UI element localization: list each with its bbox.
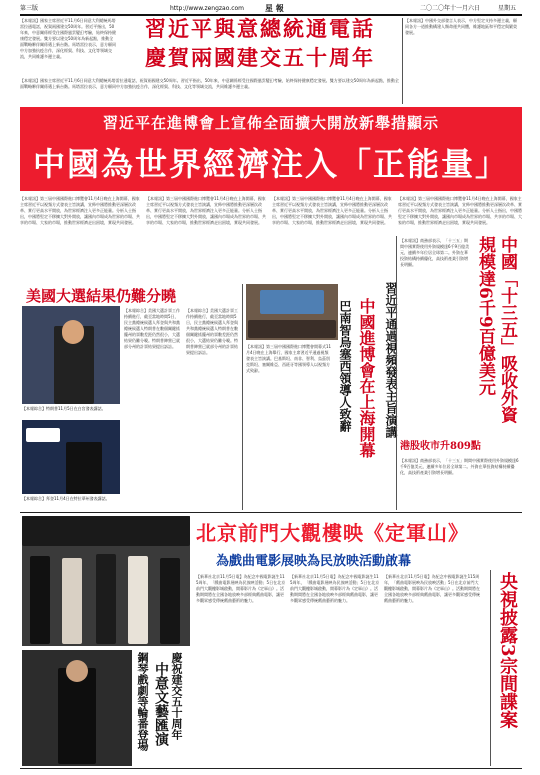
expo-audience — [248, 320, 336, 338]
us-election-headline: 美國大選結果仍難分曉 — [26, 287, 177, 305]
film-person-4 — [128, 556, 148, 644]
top-left-body: 【本報訊】國家主席習近平11月6日同意大利總統馬塔雷拉通電話，祝賀兩國建交50周年。習近平指出，50年來，中意關係經受住國際風雲變幻考驗，始終保持健康穩定發展。雙方要以建交50周年為新起點，推動全面戰略夥伴關係邁上新台階。馬塔雷拉表示，意方願同中方加強抗疫合作，深化經貿、科技、文化等領域交流，共同維護多邊主義。 — [20, 18, 116, 59]
film-body-col1: 【新華社北京11月5日電】為紀念中國電影誕生115周年，「戲曲電影展映為民放映活動」5日在北京前門大觀樓影城啟動，開幕影片為《定軍山》。活動期間將在全國各地放映多部經典戲曲電影，讓更多觀眾感受傳統戲曲藝術的魅力。 — [196, 574, 286, 603]
expo-head-1: 習近平通過視頻發表主旨演講 — [384, 282, 398, 438]
masthead-url: http://www.zengzao.com — [170, 5, 245, 12]
biden-photo — [22, 420, 120, 494]
top-headline-1: 習近平與意總統通電話 — [145, 16, 375, 41]
culture-head-3: 鋼琴戲劇等輪番登場 — [136, 652, 149, 751]
concert-face — [66, 660, 88, 682]
biden-sign — [26, 428, 60, 442]
culture-head-2: 中意文藝匯演 — [153, 662, 169, 746]
spy-headline: 央視披露3宗間諜案 — [497, 572, 518, 729]
trump-photo — [22, 306, 120, 404]
film-cast-photo — [22, 516, 190, 646]
fdi-headline: 中國「十三五」吸收外資規模達6千9百億美元 — [475, 236, 517, 423]
us-election-body-col2: 【本報綜合】美國大選計票工作持續進行，截至當地時間5日，民主黨總統候選人拜登與共和黨總統候選人特朗普在數個關鍵搖擺州的票數差距仍然很小，大選結果仍難分曉。特朗普陣營已就部分州的計票結果提出訴訟。 — [186, 308, 238, 355]
lead-subhead: 習近平在進博會上宣佈全面擴大開放新舉措顯示 — [102, 114, 439, 132]
film-backdrop — [22, 516, 190, 546]
top-right-body: 【本報訊】中國外交部發言人表示，中方堅定支持多邊主義，願同各方一道推動構建人類命運共同體，維護地區和平穩定與繁榮發展。 — [405, 18, 517, 35]
top-headline-2: 慶賀兩國建交五十周年 — [145, 45, 375, 70]
top-story-body: 【本報訊】國家主席習近平11月6日同意大利總統馬塔雷拉通電話，祝賀兩國建交50周年。習近平指出，50年來，中意關係經受住國際風雲變幻考驗，始終保持健康穩定發展。雙方要以建交50周年為新起點，推動全面戰略夥伴關係邁上新台階。馬塔雷拉表示，意方願同中方加強抗疫合作，深化經貿、科技、文化等領域交流，共同維護多邊主義。 — [20, 78, 399, 89]
masthead — [20, 4, 520, 14]
trump-face — [62, 320, 84, 344]
concert-photo — [22, 650, 132, 766]
lead-body-col1: 【本報訊】第三屆中國國際進口博覽會11月4日晚在上海開幕，國家主席習近平以視頻方式發表主旨演講，宣佈中國將推動更深層次改革、實行更高水平開放，為世界經濟注入更多正能量。分析人士指出，中國將堅定不移擴大對外開放，讓國內市場成為世界的市場、共享的市場、大家的市場，推動世界經濟走出困境，實現共同發展。 — [20, 196, 140, 225]
film-body-col3: 【新華社北京11月5日電】為紀念中國電影誕生115周年，「戲曲電影展映為民放映活動」5日在北京前門大觀樓影城啟動，開幕影片為《定軍山》。活動期間將在全國各地放映多部經典戲曲電影，讓更多觀眾感受傳統戲曲藝術的魅力。 — [384, 574, 480, 603]
masthead-date: 二〇二〇年十一月六日 — [420, 5, 481, 12]
lead-headline: 中國為世界經濟注入「正能量」 — [32, 145, 509, 183]
film-person-5 — [160, 558, 180, 644]
fdi-subhead: 港股收市升809點 — [400, 441, 481, 452]
us-election-body-col1: 【本報綜合】美國大選計票工作持續進行，截至當地時間5日，民主黨總統候選人拜登與共和黨總統候選人特朗普在數個關鍵搖擺州的票數差距仍然很小，大選結果仍難分曉。特朗普陣營已就部分州的計票結果提出訴訟。 — [124, 308, 180, 349]
lead-body-col4: 【本報訊】第三屆中國國際進口博覽會11月4日晚在上海開幕，國家主席習近平以視頻方式發表主旨演講，宣佈中國將推動更深層次改革、實行更高水平開放，為世界經濟注入更多正能量。分析人士指出，中國將堅定不移擴大對外開放，讓國內市場成為世界的市場、共享的市場、大家的市場，推動世界經濟走出困境，實現共同發展。 — [398, 196, 522, 225]
expo-head-2: 中國進博會在上海開幕 — [357, 298, 376, 458]
fdi-body-2: 【本報訊】商務部表示，「十三五」期間中國實際使用外資規模達6千9百億美元，連續多年位居全球第二。外資在華投資結構持續優化，高技術產業引資增長明顯。 — [400, 458, 519, 475]
expo-head-3: 巴南智烏塞西領導人致辭 — [338, 300, 352, 432]
biden-photo-caption: 【本報綜合】拜登11月4日在特拉華州發表講話。 — [22, 496, 110, 501]
section-rule — [20, 512, 522, 513]
biden-figure — [66, 442, 102, 494]
lead-banner — [20, 107, 522, 191]
masthead-weekday: 星期五 — [498, 5, 517, 12]
us-election-divider — [242, 284, 243, 510]
culture-head-1: 慶祝建交五十周年 — [170, 652, 183, 740]
film-person-3 — [96, 554, 116, 644]
page-label: 第三版 — [20, 5, 39, 12]
trump-photo-caption: 【本報綜合】特朗普11月5日在白宮發表講話。 — [22, 406, 106, 411]
lead-body-col2: 【本報訊】第三屆中國國際進口博覽會11月4日晚在上海開幕，國家主席習近平以視頻方式發表主旨演講，宣佈中國將推動更深層次改革、實行更高水平開放，為世界經濟注入更多正能量。分析人士指出，中國將堅定不移擴大對外開放，讓國內市場成為世界的市場、共享的市場、大家的市場，推動世界經濟走出困境，實現共同發展。 — [146, 196, 266, 225]
paper-name: 星 報 — [265, 4, 284, 13]
expo-photo — [246, 284, 338, 340]
film-subhead: 為戲曲電影展映為民放映活動啟幕 — [216, 554, 412, 569]
spy-divider — [490, 570, 491, 766]
fdi-divider — [396, 236, 397, 510]
film-headline: 北京前門大觀樓映《定軍山》 — [196, 521, 469, 545]
film-person-1 — [30, 556, 50, 644]
bottom-rule — [20, 768, 522, 769]
lead-body-col3: 【本報訊】第三屆中國國際進口博覽會11月4日晚在上海開幕，國家主席習近平以視頻方式發表主旨演講，宣佈中國將推動更深層次改革、實行更高水平開放，為世界經濟注入更多正能量。分析人士指出，中國將堅定不移擴大對外開放，讓國內市場成為世界的市場、共享的市場、大家的市場，推動世界經濟走出困境，實現共同發展。 — [272, 196, 392, 225]
concert-figure — [58, 668, 96, 764]
film-body-col2: 【新華社北京11月5日電】為紀念中國電影誕生115周年，「戲曲電影展映為民放映活動」5日在北京前門大觀樓影城啟動，開幕影片為《定軍山》。活動期間將在全國各地放映多部經典戲曲電影，讓更多觀眾感受傳統戲曲藝術的魅力。 — [290, 574, 380, 603]
top-divider — [402, 18, 403, 104]
expo-body: 【本報訊】第三屆中國國際進口博覽會開幕式11月4日晚在上海舉行，國家主席習近平通過視頻發表主旨演講。巴基斯坦、南非、智利、烏茲別克斯坦、塞爾維亞、西班牙等國領導人以視頻方式致辭。 — [246, 344, 332, 373]
film-person-2 — [62, 558, 82, 644]
expo-screen — [260, 290, 324, 314]
fdi-body: 【本報訊】商務部表示，「十三五」期間中國實際使用外資規模達6千9百億美元，連續多年位居全球第二。外資在華投資結構持續優化，高技術產業引資增長明顯。 — [400, 238, 470, 267]
